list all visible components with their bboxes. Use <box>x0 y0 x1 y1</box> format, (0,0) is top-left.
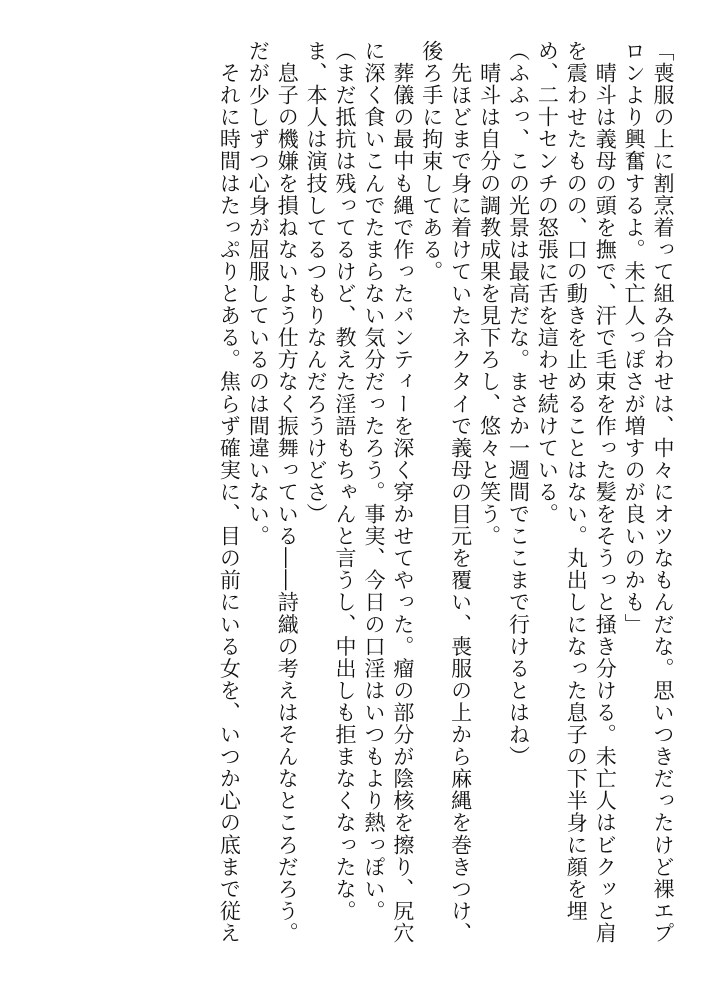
text-line: 晴斗は自分の調教成果を見下ろし、悠々と笑う。 <box>477 40 502 548</box>
text-line: 「喪服の上に割烹着って組み合わせは、中々にオツなもんだな。思いつきだったけど裸エプ <box>651 40 675 945</box>
text-line: ま、本人は演技してるつもりなんだろうけどさ） <box>304 40 329 526</box>
text-line: 葬儀の最中も縄で作ったパンティーを深く穿かせてやった。瘤の部分が陰核を擦り、尻穴 <box>390 40 415 945</box>
text-line: ロンより興奮するよ。未亡人っぽさが増すのが良いのかも」 <box>622 40 647 636</box>
text-line: それに時間はたっぷりとある。焦らず確実に、目の前にいる女を、いつか心の底まで従え <box>217 40 242 945</box>
text-line: 後ろ手に拘束してある。 <box>419 40 444 283</box>
text-line: だが少しずつ心身が屈服しているのは間違いない。 <box>246 40 271 548</box>
text-line: 晴斗は義母の頭を撫で、汗で毛束を作った髪をそうっと掻き分ける。未亡人はビクッと肩 <box>593 40 618 945</box>
text-line: に深く食いこんでたまらない気分だったろう。事実、今日の口淫はいつもより熱っぽい。 <box>361 40 386 922</box>
text-line: （まだ抵抗は残ってるけど、教えた淫語もちゃんと言うし、中出しも拒まなくなったな。 <box>333 40 358 922</box>
text-line: を震わせたものの、口の動きを止めることはない。丸出しになった息子の下半身に顔を埋 <box>564 40 589 922</box>
text-line: 息子の機嫌を損ねないよう仕方なく振舞っている――詩織の考えはそんなところだろう。 <box>275 40 300 945</box>
vertical-text-body <box>215 40 678 980</box>
text-line: 先ほどまで身に着けていたネクタイで義母の目元を覆い、喪服の上から麻縄を巻きつけ、 <box>448 40 473 945</box>
text-line: （ふふっ、この光景は最高だな。まさか一週間でここまで行けるとはね） <box>506 40 531 768</box>
text-line: め、二十センチの怒張に舌を這わせ続けている。 <box>535 40 560 526</box>
